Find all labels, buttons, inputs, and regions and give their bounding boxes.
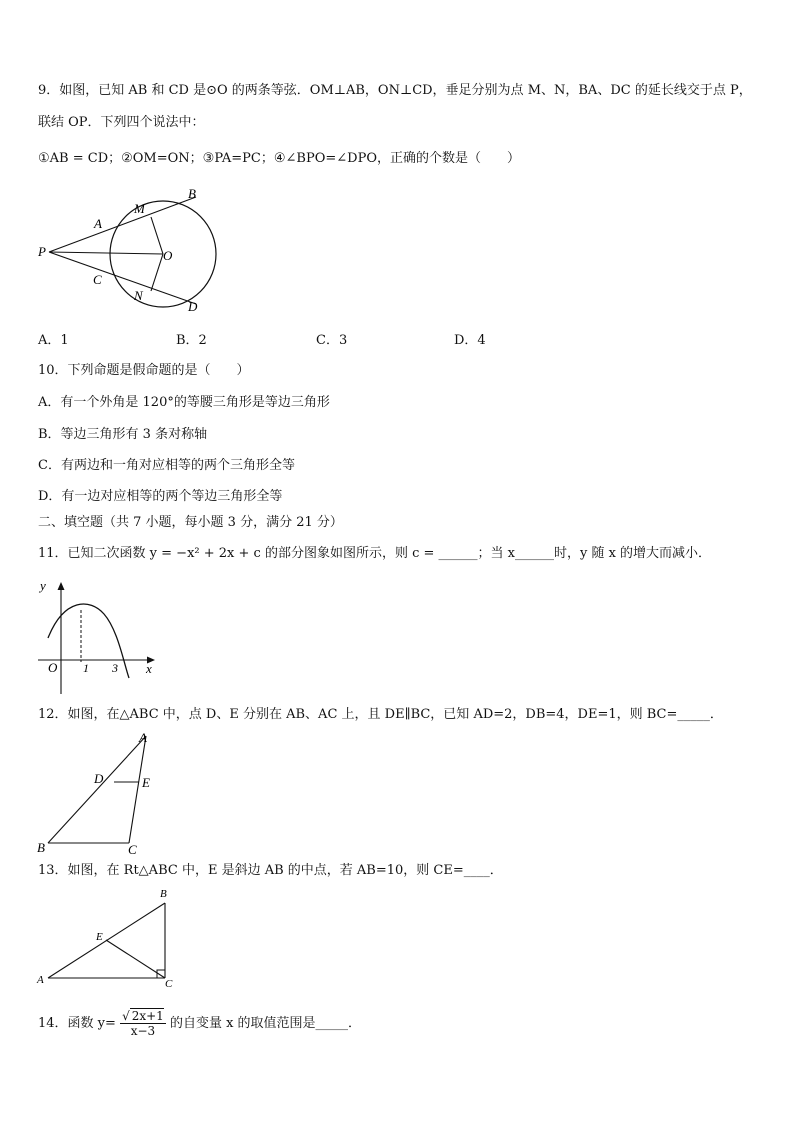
q12-label-C: C xyxy=(128,842,137,857)
q10-option-c: C．有两边和一角对应相等的两个三角形全等 xyxy=(38,458,295,473)
q13-stem: 13．如图，在 Rt△ABC 中，E 是斜边 AB 的中点，若 AB=10，则 CE=____． xyxy=(38,863,503,878)
q9-circle-figure xyxy=(30,183,230,318)
section-heading: 二、填空题（共 7 小题，每小题 3 分，满分 21 分） xyxy=(38,515,343,530)
q10-option-a: A．有一个外角是 120°的等腰三角形是等边三角形 xyxy=(38,395,330,410)
q9-label-P: P xyxy=(38,244,46,259)
q9-label-C: C xyxy=(93,272,102,287)
q14-suffix: 的自变量 x 的取值范围是_____． xyxy=(169,1016,362,1031)
q9-option-c: C．3 xyxy=(316,333,348,348)
q9-label-A: A xyxy=(94,216,102,231)
q11-tick-3: 3 xyxy=(112,661,118,675)
q12-triangle-figure xyxy=(34,728,164,858)
q14-numerator: √ 2x+1 xyxy=(122,1009,164,1023)
q14-stem xyxy=(38,1004,361,1044)
q10-option-b: B．等边三角形有 3 条对称轴 xyxy=(38,427,208,442)
q13-label-B: B xyxy=(160,888,167,900)
q10-option-d: D．有一边对应相等的两个等边三角形全等 xyxy=(38,489,283,504)
q12-label-D: D xyxy=(94,771,104,786)
q12-label-A: A xyxy=(139,730,147,745)
q11-label-y: y xyxy=(40,578,46,593)
q9-label-M: M xyxy=(134,201,145,216)
q9-label-O: O xyxy=(163,248,173,263)
q12-label-B: B xyxy=(37,840,45,855)
q12-label-E: E xyxy=(142,775,150,790)
q14-fraction xyxy=(120,1009,166,1038)
q9-option-a: A．1 xyxy=(38,333,69,348)
q13-label-C: C xyxy=(165,978,173,990)
q11-parabola-figure xyxy=(34,574,159,698)
q13-right-triangle-figure xyxy=(34,886,184,990)
q9-option-d: D．4 xyxy=(454,333,486,348)
q9-statements: ①AB = CD；②OM=ON；③PA=PC；④∠BPO=∠DPO，正确的个数是（ ） xyxy=(38,151,520,166)
q11-label-origin: O xyxy=(48,660,58,675)
q10-stem: 10．下列命题是假命题的是（ ） xyxy=(38,363,250,378)
q14-radicand: 2x+1 xyxy=(131,1009,164,1023)
q9-option-b: B．2 xyxy=(176,333,207,348)
q9-label-D: D xyxy=(188,299,198,314)
q13-label-E: E xyxy=(96,931,103,943)
q14-prefix: 14．函数 y= xyxy=(38,1016,116,1031)
q11-tick-1: 1 xyxy=(83,661,89,675)
q9-label-N: N xyxy=(134,288,143,303)
q11-label-x: x xyxy=(146,661,152,676)
q14-denominator: x−3 xyxy=(130,1024,156,1038)
q11-stem: 11．已知二次函数 y = −x² + 2x + c 的部分图象如图所示，则 c = ______；当 x______时，y 随 x 的增大而减小． xyxy=(38,546,712,561)
q12-stem: 12．如图，在△ABC 中，点 D、E 分别在 AB、AC 上，且 DE∥BC，已知 AD=2，DB=4，DE=1，则 BC=_____． xyxy=(38,707,723,722)
q9-label-B: B xyxy=(188,186,196,201)
q13-label-A: A xyxy=(37,974,44,986)
q9-stem-line2: 联结 OP．下列四个说法中： xyxy=(38,115,205,130)
q9-stem-line1: 9．如图，已知 AB 和 CD 是⊙O 的两条等弦．OM⊥AB，ON⊥CD，垂足分别为点 M、N，BA、DC 的延长线交于点 P， xyxy=(38,83,752,98)
